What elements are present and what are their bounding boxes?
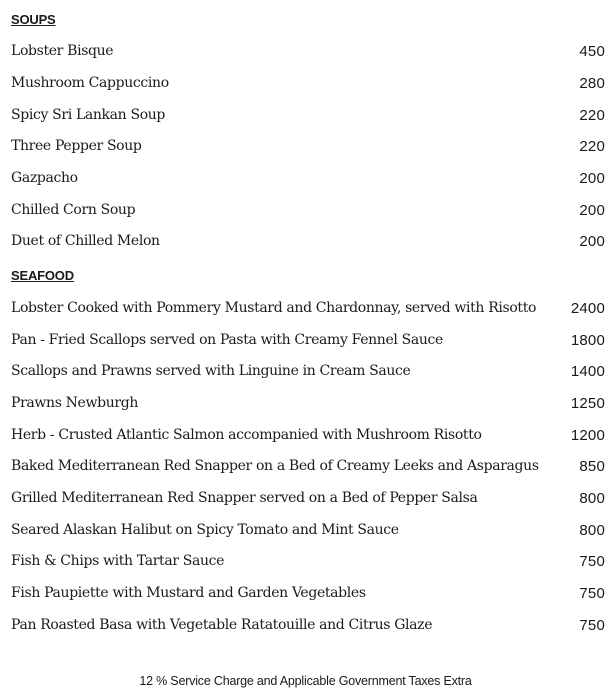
menu-item-price: 750 [579,552,605,570]
menu-item-name: Pan - Fried Scallops served on Pasta with Creamy Fennel Sauce [11,332,443,348]
menu-item-row [11,200,605,220]
menu-item-row [11,105,605,125]
menu-item-price: 1200 [570,426,605,444]
section-heading-soups: SOUPS [11,12,56,27]
menu-item-name: Mushroom Cappuccino [11,75,169,91]
menu-item-name: Grilled Mediterranean Red Snapper served on a Bed of Pepper Salsa [11,490,478,506]
menu-item-name: Chilled Corn Soup [11,202,136,218]
menu-item-price: 2400 [570,299,605,317]
menu-item-name: Fish Paupiette with Mustard and Garden Vegetables [11,585,366,601]
menu-item-name: Duet of Chilled Melon [11,233,160,249]
menu-item-price: 450 [579,42,605,60]
section-heading-seafood: SEAFOOD [11,268,74,283]
menu-item-price: 280 [579,74,605,92]
menu-item-price: 220 [579,137,605,155]
menu-item-name: Spicy Sri Lankan Soup [11,107,166,123]
menu-item-name: Lobster Cooked with Pommery Mustard and Chardonnay, served with Risotto [11,300,537,316]
menu-item-row [11,551,605,571]
menu-item-name: Pan Roasted Basa with Vegetable Ratatouille and Citrus Glaze [11,617,433,633]
menu-item-row [11,136,605,156]
menu-item-price: 850 [579,457,605,475]
menu-item-price: 200 [579,232,605,250]
menu-item-row [11,520,605,540]
menu-item-name: Scallops and Prawns served with Linguine in Cream Sauce [11,363,411,379]
menu-item-name: Fish & Chips with Tartar Sauce [11,553,225,569]
menu-item-price: 1400 [570,362,605,380]
menu-item-name: Lobster Bisque [11,43,114,59]
menu-item-name: Gazpacho [11,170,78,186]
menu-item-row [11,488,605,508]
menu-item-name: Prawns Newburgh [11,395,139,411]
menu-item-row [11,393,605,413]
menu-item-row [11,361,605,381]
menu-item-price: 220 [579,106,605,124]
menu-item-row [11,615,605,635]
menu-item-name: Seared Alaskan Halibut on Spicy Tomato and Mint Sauce [11,522,399,538]
menu-item-price: 800 [579,521,605,539]
menu-item-row [11,330,605,350]
menu-item-price: 750 [579,616,605,634]
menu-item-price: 800 [579,489,605,507]
menu-item-row [11,583,605,603]
menu-item-row [11,425,605,445]
menu-item-row [11,231,605,251]
menu-item-name: Baked Mediterranean Red Snapper on a Bed of Creamy Leeks and Asparagus [11,458,539,474]
menu-item-price: 1800 [570,331,605,349]
menu-item-name: Three Pepper Soup [11,138,142,154]
menu-item-row [11,73,605,93]
service-charge-note: 12 % Service Charge and Applicable Government Taxes Extra [139,674,472,688]
menu-item-price: 1250 [570,394,605,412]
menu-item-row [11,298,605,318]
menu-item-row [11,456,605,476]
menu-item-price: 200 [579,201,605,219]
menu-item-price: 750 [579,584,605,602]
menu-item-row [11,41,605,61]
menu-item-name: Herb - Crusted Atlantic Salmon accompanied with Mushroom Risotto [11,427,482,443]
menu-item-price: 200 [579,169,605,187]
menu-item-row [11,168,605,188]
